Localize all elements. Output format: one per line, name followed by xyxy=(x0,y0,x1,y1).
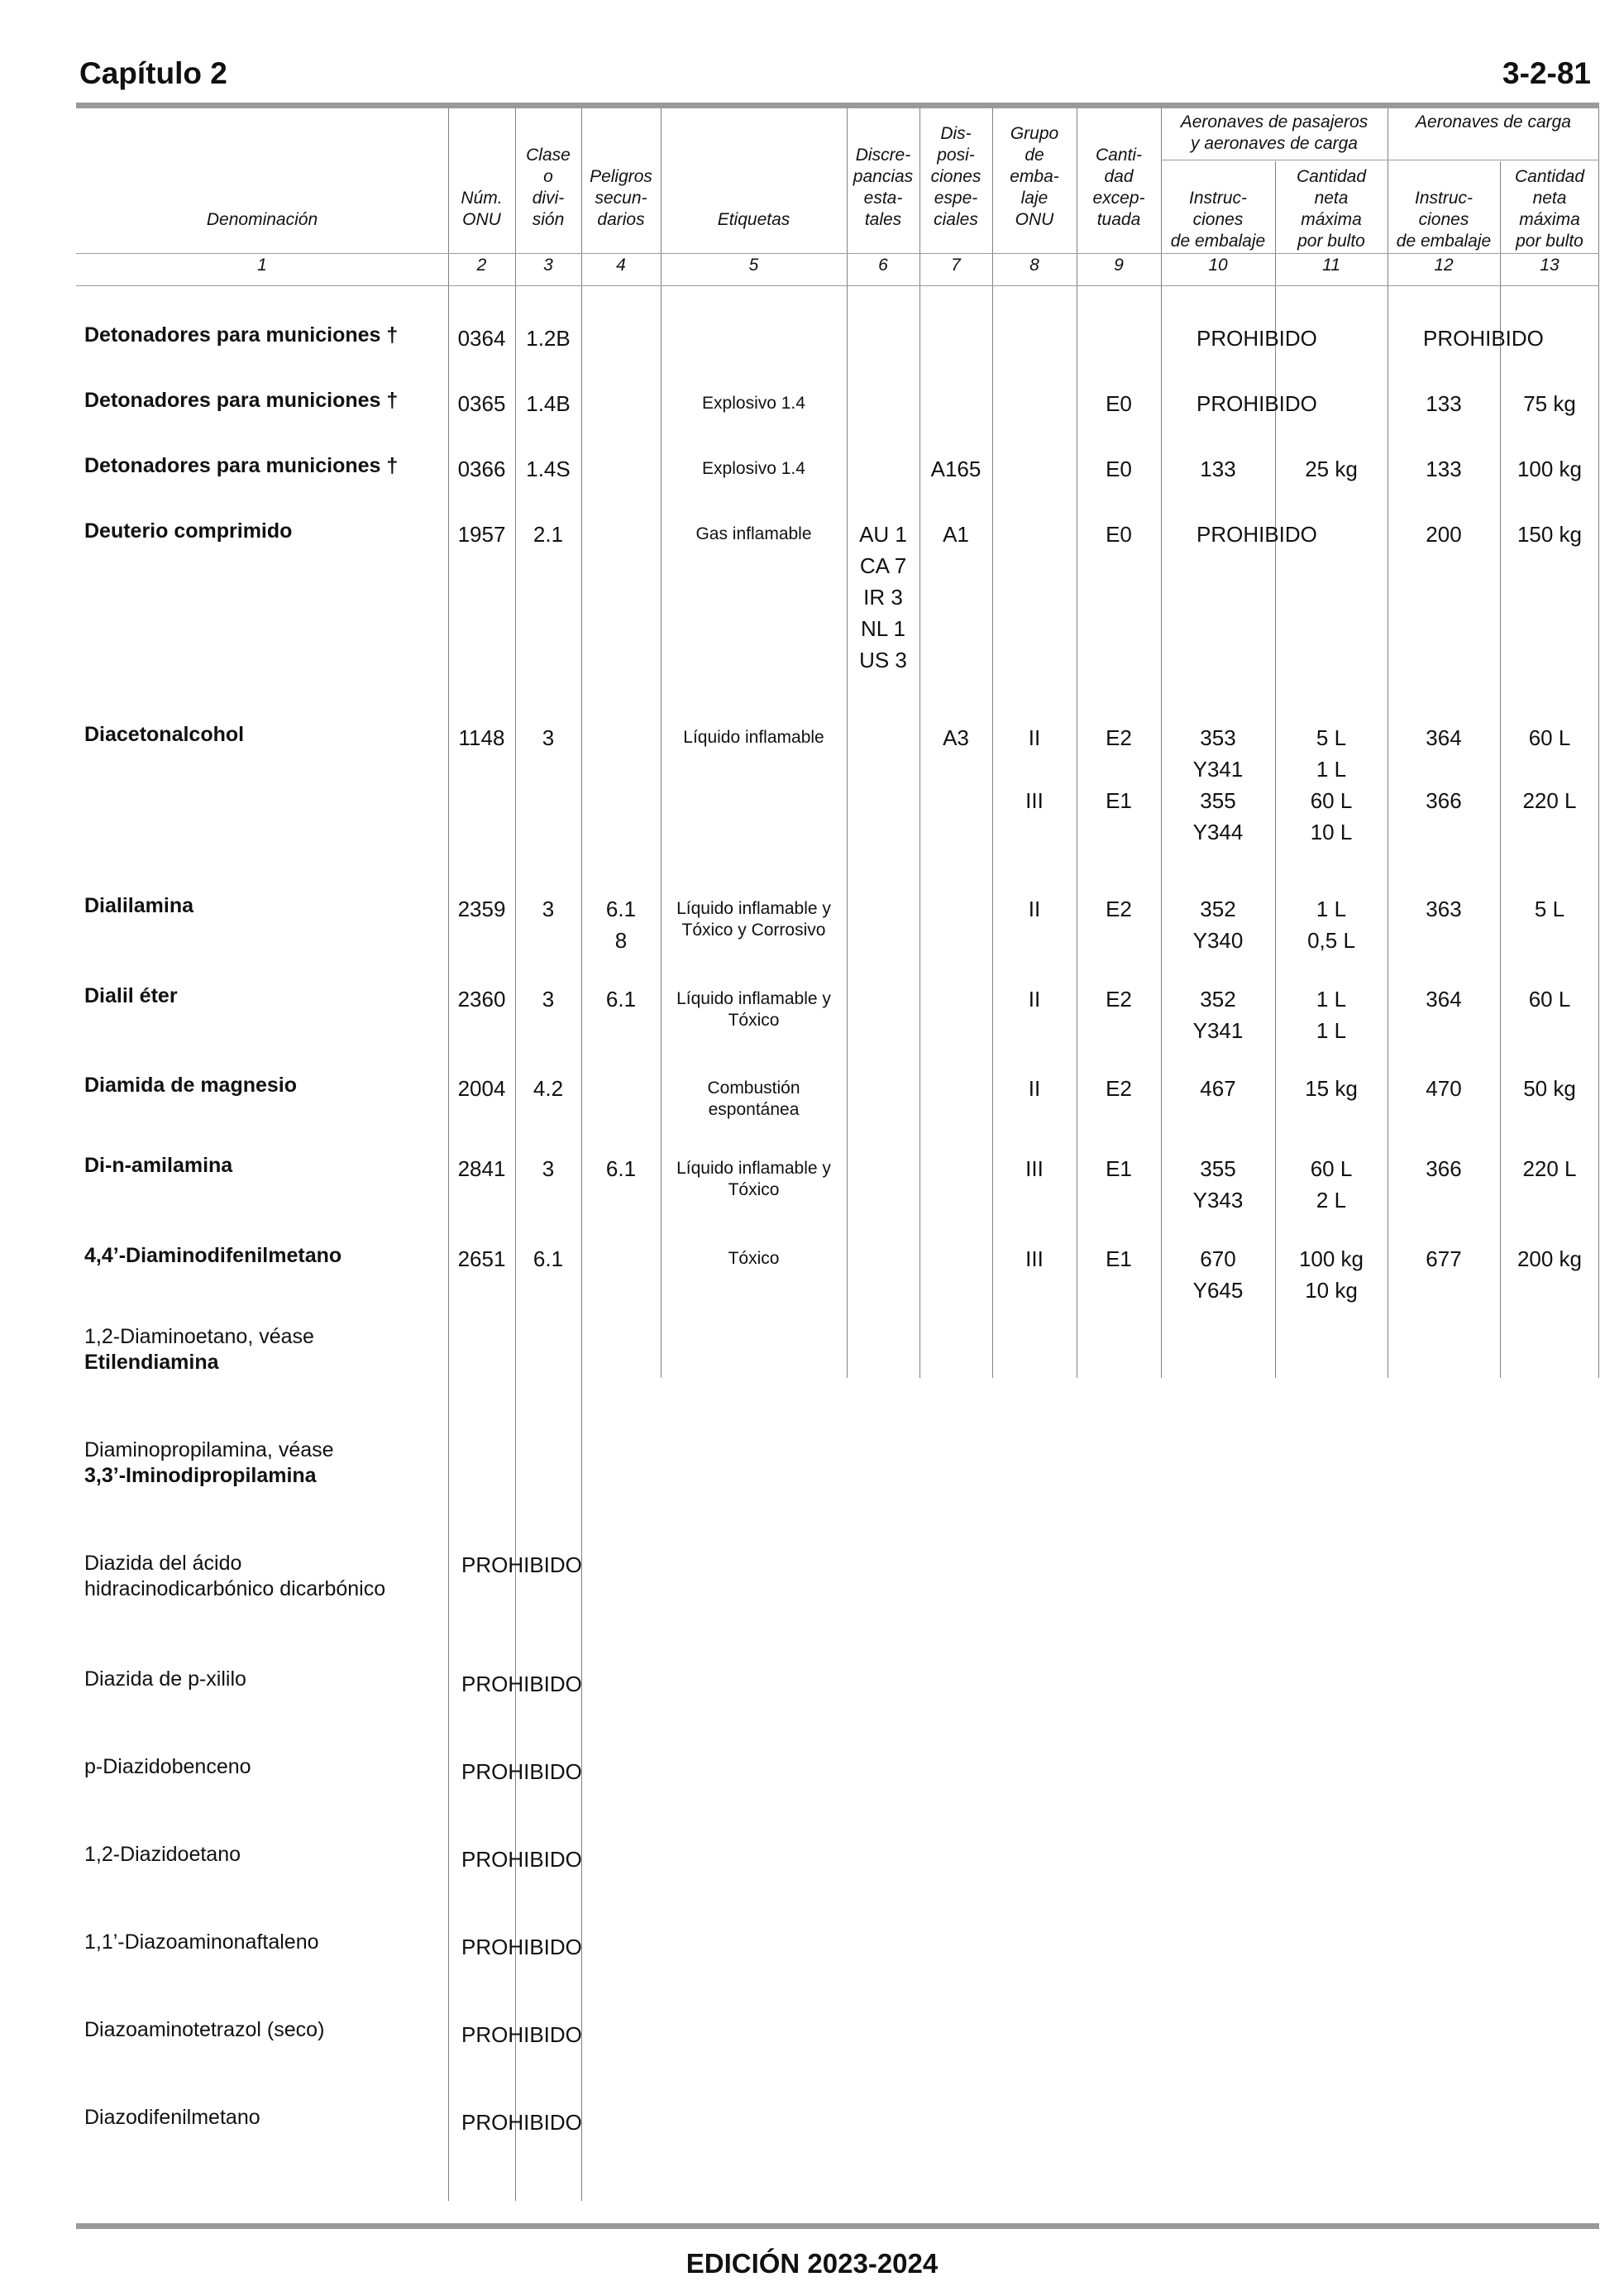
special-provisions: A3 xyxy=(943,725,969,750)
table-row xyxy=(76,388,1599,438)
substance-name: Dialil éter xyxy=(84,984,178,1007)
table-row xyxy=(76,1153,1599,1227)
substance-name: Diazida del ácido hidracinodicarbónico dicarbónico xyxy=(84,1552,386,1600)
substance-name: Diazoaminotetrazol (seco) xyxy=(84,2018,325,2041)
excepted-quantity: E1 xyxy=(1106,1156,1132,1181)
cargo-max-quantity: 60 L 220 L xyxy=(1522,725,1577,813)
see-also-reference: 3,3’-Iminodipropilamina xyxy=(84,1464,317,1487)
header-pasajeros-group: Aeronaves de pasajeros y aeronaves de carga xyxy=(1180,112,1368,153)
prohibited-status: PROHIBIDO xyxy=(461,1759,582,1784)
cargo-packing-instruction: 366 xyxy=(1426,1156,1462,1181)
class-division: 6.1 xyxy=(533,1246,564,1271)
header-clase: Clase o divi- sión xyxy=(526,146,571,229)
class-division: 3 xyxy=(542,1156,555,1181)
passenger-prohibited: PROHIBIDO xyxy=(1197,391,1317,416)
packing-group: III xyxy=(1025,1246,1044,1271)
see-also-row xyxy=(76,1437,1599,1495)
hazard-label: Líquido inflamable y Tóxico y Corrosivo xyxy=(676,899,831,940)
header-peligros: Peligros secun- darios xyxy=(590,167,652,229)
passenger-packing-instruction: 670 Y645 xyxy=(1192,1246,1244,1303)
hazard-label: Líquido inflamable y Tóxico xyxy=(676,989,831,1030)
substance-name: Detonadores para municiones † xyxy=(84,323,399,347)
packing-group: II III xyxy=(1025,725,1044,813)
column-number: 12 xyxy=(1434,256,1454,275)
prohibited-status: PROHIBIDO xyxy=(461,2110,582,2135)
class-division: 1.2B xyxy=(526,326,571,351)
prohibited-status: PROHIBIDO xyxy=(461,1847,582,1872)
see-also-text: 1,2-Diaminoetano, véase xyxy=(84,1325,314,1348)
substance-name: Diacetonalcohol xyxy=(84,723,245,746)
cargo-max-quantity: 100 kg xyxy=(1517,457,1583,481)
header-instrucciones-pax: Instruc- ciones de embalaje xyxy=(1170,189,1266,251)
edition-footer: EDICIÓN 2023-2024 xyxy=(685,2248,939,2279)
cargo-packing-instruction: 133 xyxy=(1426,457,1462,481)
table-row xyxy=(76,983,1599,1058)
cargo-max-quantity: 220 L xyxy=(1522,1156,1577,1181)
header-num-onu: Núm. ONU xyxy=(461,189,503,229)
un-number: 2360 xyxy=(457,987,506,1012)
cargo-max-quantity: 5 L xyxy=(1534,897,1565,921)
substance-name: p-Diazidobenceno xyxy=(84,1755,251,1778)
class-division: 3 xyxy=(542,987,555,1012)
header-rule xyxy=(76,253,1599,254)
class-division: 2.1 xyxy=(533,522,564,547)
passenger-prohibited: PROHIBIDO xyxy=(1197,522,1317,547)
subsidiary-hazards: 6.1 xyxy=(605,1156,637,1181)
class-division: 1.4S xyxy=(526,457,571,481)
un-number: 2841 xyxy=(457,1156,506,1181)
cargo-packing-instruction: 133 xyxy=(1426,391,1462,416)
excepted-quantity: E0 xyxy=(1106,391,1132,416)
forbidden-row xyxy=(76,1842,1599,1875)
cargo-packing-instruction: 364 xyxy=(1426,987,1462,1012)
state-variations: AU 1 CA 7 IR 3 NL 1 US 3 xyxy=(859,522,907,672)
see-also-reference: Etilendiamina xyxy=(84,1351,219,1374)
excepted-quantity: E2 xyxy=(1106,1076,1132,1101)
substance-name: Deuterio comprimido xyxy=(84,519,293,543)
header-cantidad-exceptuada: Canti- dad excep- tuada xyxy=(1092,146,1145,229)
hazard-label: Explosivo 1.4 xyxy=(702,459,805,478)
table-row xyxy=(76,1243,1599,1318)
packing-group: II xyxy=(1028,1076,1041,1101)
excepted-quantity: E0 xyxy=(1106,522,1132,547)
forbidden-row xyxy=(76,1930,1599,1963)
table-row xyxy=(76,519,1599,684)
substance-name: Diazodifenilmetano xyxy=(84,2106,260,2129)
un-number: 0366 xyxy=(457,457,506,481)
class-division: 1.4B xyxy=(526,391,571,416)
bottom-rule xyxy=(76,2223,1599,2229)
header-carga-group: Aeronaves de carga xyxy=(1416,112,1571,132)
un-number: 0365 xyxy=(457,391,506,416)
passenger-packing-instruction: 467 xyxy=(1200,1076,1236,1101)
hazard-label: Líquido inflamable xyxy=(683,728,824,747)
un-number: 2004 xyxy=(457,1076,506,1101)
excepted-quantity: E2 xyxy=(1106,897,1132,921)
substance-name: 1,1’-Diazoaminonaftaleno xyxy=(84,1930,319,1954)
header-disposiciones: Dis- posi- ciones espe- ciales xyxy=(930,124,982,229)
hazard-label: Gas inflamable xyxy=(695,524,812,543)
column-number: 9 xyxy=(1114,256,1124,275)
class-division: 4.2 xyxy=(533,1076,564,1101)
header-cantidad-pax: Cantidad neta máxima por bulto xyxy=(1296,167,1367,251)
cargo-prohibited: PROHIBIDO xyxy=(1423,326,1544,351)
un-number: 0364 xyxy=(457,326,506,351)
hazard-label: Líquido inflamable y Tóxico xyxy=(676,1159,831,1199)
column-number: 13 xyxy=(1540,256,1560,275)
substance-name: Dialilamina xyxy=(84,894,193,917)
see-also-row xyxy=(76,1324,1599,1382)
top-rule xyxy=(76,103,1599,108)
forbidden-row xyxy=(76,1551,1599,1609)
cargo-max-quantity: 60 L xyxy=(1528,987,1571,1012)
chapter-title: Capítulo 2 xyxy=(79,56,227,90)
substance-name: Di-n-amilamina xyxy=(84,1154,233,1177)
passenger-packing-instruction: 133 xyxy=(1200,457,1236,481)
passenger-packing-instruction: 352 Y341 xyxy=(1192,987,1244,1043)
class-division: 3 xyxy=(542,725,555,750)
cargo-max-quantity: 50 kg xyxy=(1523,1076,1576,1101)
substance-name: Detonadores para municiones † xyxy=(84,454,399,477)
column-number: 7 xyxy=(951,256,961,275)
passenger-max-quantity: 25 kg xyxy=(1305,457,1358,481)
passenger-packing-instruction: 355 Y343 xyxy=(1192,1156,1244,1213)
prohibited-status: PROHIBIDO xyxy=(461,1552,582,1577)
header-instrucciones-cargo: Instruc- ciones de embalaje xyxy=(1396,189,1492,251)
cargo-packing-instruction: 200 xyxy=(1426,522,1462,547)
excepted-quantity: E2 E1 xyxy=(1106,725,1132,813)
substance-name: 1,2-Diazidoetano xyxy=(84,1843,241,1866)
prohibited-status: PROHIBIDO xyxy=(461,1935,582,1959)
un-number: 1957 xyxy=(457,522,506,547)
substance-name: Diamida de magnesio xyxy=(84,1074,298,1097)
header-grupo: Grupo de emba- laje ONU xyxy=(1010,124,1059,229)
cargo-max-quantity: 75 kg xyxy=(1523,391,1576,416)
forbidden-row xyxy=(76,2105,1599,2138)
prohibited-status: PROHIBIDO xyxy=(461,2022,582,2047)
column-number: 6 xyxy=(878,256,888,275)
passenger-max-quantity: 100 kg 10 kg xyxy=(1298,1246,1364,1303)
hazard-label: Combustión espontánea xyxy=(707,1079,800,1119)
cargo-max-quantity: 150 kg xyxy=(1517,522,1583,547)
special-provisions: A1 xyxy=(943,522,969,547)
class-division: 3 xyxy=(542,897,555,921)
column-number: 8 xyxy=(1029,256,1039,275)
substance-name: Detonadores para municiones † xyxy=(84,389,399,412)
dangerous-goods-table xyxy=(76,108,1599,2223)
passenger-prohibited: PROHIBIDO xyxy=(1197,326,1317,351)
column-number: 5 xyxy=(748,256,759,275)
forbidden-row xyxy=(76,1667,1599,1700)
subsidiary-hazards: 6.1 xyxy=(605,987,637,1012)
cargo-packing-instruction: 363 xyxy=(1426,897,1462,921)
cargo-packing-instruction: 364 366 xyxy=(1426,725,1462,813)
passenger-max-quantity: 1 L 0,5 L xyxy=(1307,897,1355,953)
hazard-label: Explosivo 1.4 xyxy=(702,394,805,413)
header-etiquetas: Etiquetas xyxy=(717,210,791,229)
table-row xyxy=(76,323,1599,372)
excepted-quantity: E2 xyxy=(1106,987,1132,1012)
substance-name: Diazida de p-xililo xyxy=(84,1667,246,1691)
table-row xyxy=(76,453,1599,503)
passenger-packing-instruction: 353 Y341 355 Y344 xyxy=(1192,725,1244,844)
packing-group: II xyxy=(1028,897,1041,921)
table-row xyxy=(76,893,1599,968)
header-cantidad-cargo: Cantidad neta máxima por bulto xyxy=(1514,167,1585,251)
page-number: 3-2-81 xyxy=(1502,56,1591,90)
header-denominacion: Denominación xyxy=(206,210,318,229)
header-discrepancias: Discre- pancias esta- tales xyxy=(853,146,914,229)
table-row xyxy=(76,1073,1599,1139)
hazard-label: Tóxico xyxy=(728,1249,780,1268)
passenger-max-quantity: 5 L 1 L 60 L 10 L xyxy=(1310,725,1353,844)
cargo-packing-instruction: 470 xyxy=(1426,1076,1462,1101)
column-number: 11 xyxy=(1322,256,1340,275)
un-number: 1148 xyxy=(458,725,505,750)
passenger-packing-instruction: 352 Y340 xyxy=(1192,897,1244,953)
passenger-max-quantity: 15 kg xyxy=(1305,1076,1358,1101)
passenger-max-quantity: 60 L 2 L xyxy=(1310,1156,1353,1213)
packing-group: III xyxy=(1025,1156,1044,1181)
forbidden-row xyxy=(76,2017,1599,2050)
special-provisions: A165 xyxy=(930,457,982,481)
column-number: 3 xyxy=(543,256,553,275)
column-number: 4 xyxy=(616,256,626,275)
cargo-packing-instruction: 677 xyxy=(1426,1246,1462,1271)
cargo-max-quantity: 200 kg xyxy=(1517,1246,1583,1271)
table-row xyxy=(76,722,1599,863)
subsidiary-hazards: 6.1 8 xyxy=(605,897,637,953)
substance-name: 4,4’-Diaminodifenilmetano xyxy=(84,1244,342,1267)
header-rule xyxy=(76,285,1599,286)
un-number: 2359 xyxy=(457,897,506,921)
forbidden-row xyxy=(76,1754,1599,1787)
excepted-quantity: E0 xyxy=(1106,457,1132,481)
packing-group: II xyxy=(1028,987,1041,1012)
un-number: 2651 xyxy=(457,1246,506,1271)
excepted-quantity: E1 xyxy=(1106,1246,1132,1271)
passenger-max-quantity: 1 L 1 L xyxy=(1316,987,1347,1043)
prohibited-status: PROHIBIDO xyxy=(461,1672,582,1696)
column-number: 2 xyxy=(476,256,487,275)
column-number: 10 xyxy=(1208,256,1228,275)
see-also-text: Diaminopropilamina, véase xyxy=(84,1438,334,1461)
column-number: 1 xyxy=(257,256,267,275)
